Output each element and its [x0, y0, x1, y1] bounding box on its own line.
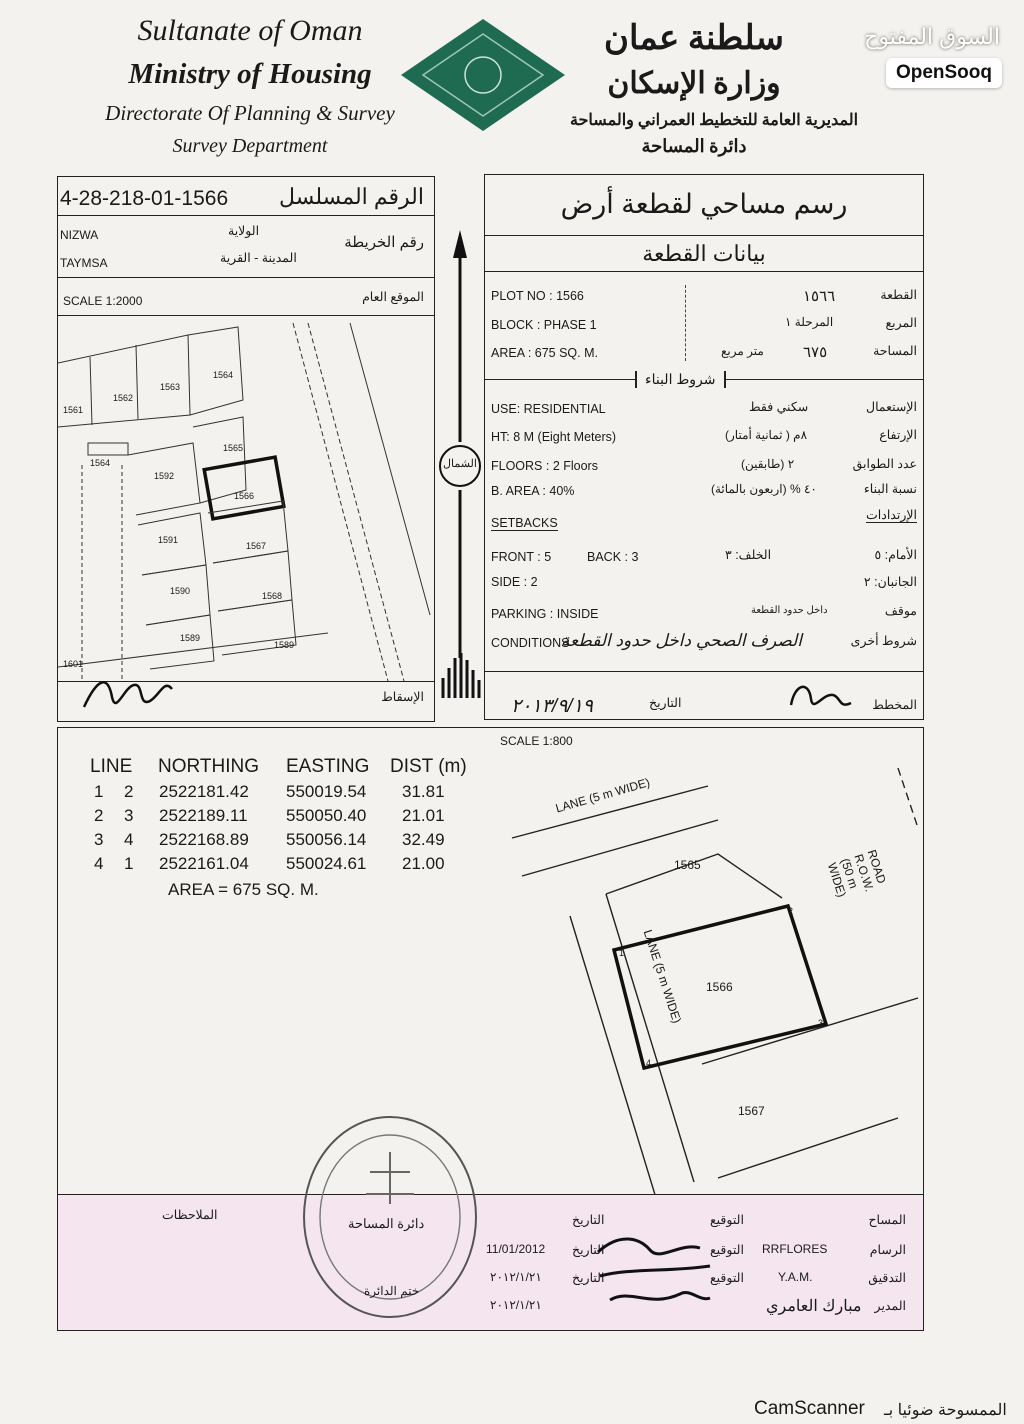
footer-sign-label: التوقيع	[710, 1213, 744, 1227]
checker-date-label: التاريخ	[572, 1271, 605, 1285]
height-ar-value: ٨م ( ثمانية أمتار)	[725, 428, 808, 442]
north-arrow-icon	[435, 228, 485, 714]
detail-plot-top: 1565	[674, 858, 701, 872]
plot-label: 1591	[158, 535, 179, 545]
header-country-en: Sultanate of Oman	[137, 14, 363, 47]
floors-ar-label: عدد الطوابق	[852, 457, 917, 471]
stamp-text: دائرة المساحة	[348, 1216, 425, 1231]
distance: 31.81	[402, 782, 445, 801]
height-ar-label: الإرتفاع	[879, 428, 917, 442]
line-to: 2	[124, 782, 134, 801]
northing: 2522161.04	[159, 854, 249, 873]
side-ar: الجانبان: ٢	[863, 575, 917, 589]
town-label: المدينة - القرية	[220, 251, 297, 265]
northing: 2522189.11	[159, 806, 248, 825]
easting: 550056.14	[286, 830, 367, 849]
checker-label: التدقيق	[868, 1271, 906, 1285]
easting: 550050.40	[286, 806, 367, 825]
header-ministry-en: Ministry of Housing	[128, 58, 372, 90]
drawing-date: ٢٠١٣/٩/١٩	[511, 696, 593, 717]
left-info-panel	[57, 176, 435, 722]
area-en: AREA : 675 SQ. M.	[491, 346, 598, 360]
plot-label: 1561	[63, 405, 84, 415]
setbacks-en: SETBACKS	[491, 516, 558, 530]
detail-plot-bottom: 1567	[738, 1104, 765, 1118]
plot-label: 1565	[223, 443, 244, 453]
col-line: LINE	[90, 756, 133, 777]
draftsman-date-label: التاريخ	[572, 1243, 605, 1257]
wilayat-label: الولاية	[228, 224, 260, 238]
header-department-ar: دائرة المساحة	[641, 136, 747, 156]
plot-label: 1567	[246, 541, 267, 551]
line-to: 1	[124, 854, 134, 873]
floors-en: FLOORS : 2 Floors	[491, 459, 598, 473]
side-en: SIDE : 2	[491, 575, 538, 589]
director-date: ٢٠١٢/١/٢١	[490, 1298, 542, 1312]
plot-label: 1562	[113, 393, 134, 403]
surveyor-label: المساح	[868, 1213, 906, 1227]
planner-label: المخطط	[872, 698, 917, 712]
remarks-label: الملاحظات	[162, 1208, 218, 1222]
line-from: 1	[94, 782, 104, 801]
road-label: ROAD R.O.W. (50 m WIDE)	[824, 848, 889, 899]
panel-subtitle: بيانات القطعة	[642, 241, 766, 266]
lane-left-label: LANE (5 m WIDE)	[640, 928, 685, 1025]
use-ar-value: سكني فقط	[749, 400, 809, 414]
signature-left	[78, 667, 178, 721]
setbacks-ar: الإرتدادات	[866, 508, 917, 522]
use-en: USE: RESIDENTIAL	[491, 402, 606, 416]
north-label: الشمال	[443, 458, 477, 470]
plot-label: 1589	[180, 633, 201, 643]
corner-4: 4	[646, 1058, 652, 1068]
conditions-ar-value: الصرف الصحي داخل حدود القطعة	[561, 631, 802, 650]
easting: 550019.54	[286, 782, 367, 801]
corner-2: 2	[788, 906, 794, 916]
distance: 32.49	[402, 830, 445, 849]
col-easting: EASTING	[286, 756, 370, 777]
block-ar-value: المرحلة ١	[785, 315, 834, 329]
building-area-en: B. AREA : 40%	[491, 484, 575, 498]
director-label: المدير	[874, 1299, 906, 1313]
location-label: الموقع العام	[362, 290, 424, 304]
area-ar-label: المساحة	[873, 344, 917, 358]
town-value: TAYMSA	[60, 256, 108, 270]
col-dist: DIST (m)	[390, 756, 467, 777]
parking-ar-label: موقف	[884, 604, 917, 618]
footer-signature	[590, 1228, 720, 1318]
conditions-en: CONDITIONS	[491, 636, 570, 650]
line-to: 3	[124, 806, 134, 825]
plot-label: 1601	[63, 659, 84, 669]
back-ar: الخلف: ٣	[725, 548, 772, 562]
watermark-arabic: السوق المفتوح	[864, 24, 1000, 49]
block-en: BLOCK : PHASE 1	[491, 318, 597, 332]
floors-ar-value: ٢ (طابقين)	[741, 457, 795, 471]
plot-label: 1563	[160, 382, 181, 392]
back-en: BACK : 3	[587, 550, 639, 564]
header-directorate-en: Directorate Of Planning & Survey	[105, 101, 395, 125]
line-from: 3	[94, 830, 104, 849]
opensooq-logo: OpenSooq	[886, 58, 1002, 88]
wilayat-value: NIZWA	[60, 228, 99, 242]
block-ar-label: المربع	[885, 316, 917, 330]
checker-sign-label: التوقيع	[710, 1271, 744, 1285]
drawing-date-label: التاريخ	[649, 696, 682, 710]
planner-signature	[781, 675, 861, 719]
plot-label: 1564	[213, 370, 234, 380]
building-area-ar-value: ٤٠ % (اربعون بالمائة)	[711, 482, 817, 496]
director-name: مبارك العامري	[766, 1298, 862, 1315]
plot-info-panel	[484, 174, 924, 720]
map-number-label: رقم الخريطة	[344, 234, 424, 251]
draftsman-name: RRFLORES	[762, 1242, 828, 1256]
col-northing: NORTHING	[158, 756, 259, 777]
detail-plot-main: 1566	[706, 980, 733, 994]
plot-label: 1568	[262, 591, 283, 601]
survey-drawing-area	[57, 727, 924, 1331]
plot-no-ar-value: ١٥٦٦	[803, 288, 836, 305]
area-ar-unit: متر مربع	[721, 344, 764, 358]
draftsman-date: 11/01/2012	[486, 1242, 546, 1256]
front-en: FRONT : 5	[491, 550, 552, 564]
lane-top-label: LANE (5 m WIDE)	[554, 775, 652, 816]
scan-footer-arabic: الممسوحة ضوئيا بـ	[884, 1402, 1007, 1419]
plot-label: 1592	[154, 471, 175, 481]
projection-label: الإسقاط	[381, 690, 424, 704]
plot-label-selected: 1566	[234, 491, 255, 501]
scan-footer-app: CamScanner	[754, 1398, 865, 1419]
header-country-ar: سلطنة عمان	[604, 20, 784, 57]
front-ar: الأمام: ٥	[874, 548, 917, 562]
line-from: 2	[94, 806, 104, 825]
header-ministry-ar: وزارة الإسكان	[607, 67, 781, 100]
northing: 2522181.42	[159, 782, 249, 801]
header-department-en: Survey Department	[172, 135, 328, 157]
footer-date-label: التاريخ	[572, 1213, 605, 1227]
plot-label: 1564	[90, 458, 111, 468]
total-area: AREA = 675 SQ. M.	[168, 880, 319, 899]
distance: 21.01	[402, 806, 445, 825]
area-ar-value: ٦٧٥	[803, 344, 828, 361]
stamp-bottom-text: ختم الدائرة	[364, 1284, 420, 1298]
line-from: 4	[94, 854, 104, 873]
use-ar-label: الإستعمال	[866, 400, 917, 414]
draftsman-label: الرسام	[869, 1243, 906, 1257]
building-conditions-text: شروط البناء	[645, 371, 716, 387]
distance: 21.00	[402, 854, 445, 873]
easting: 550024.61	[286, 854, 367, 873]
checker-date: ٢٠١٢/١/٢١	[490, 1270, 542, 1284]
draftsman-sign-label: التوقيع	[710, 1243, 744, 1257]
parking-en: PARKING : INSIDE	[491, 607, 599, 621]
corner-1: 1	[619, 948, 625, 958]
plot-no-ar-label: القطعة	[880, 288, 917, 302]
panel-title: رسم مساحي لقطعة أرض	[560, 189, 848, 219]
line-to: 4	[124, 830, 134, 849]
parking-ar-value: داخل حدود القطعة	[751, 605, 828, 616]
plot-label: 1590	[170, 586, 191, 596]
height-en: HT: 8 M (Eight Meters)	[491, 430, 617, 444]
checker-name: Y.A.M.	[778, 1270, 813, 1284]
header-directorate-ar: المديرية العامة للتخطيط العمراني والمساحة	[569, 112, 859, 129]
conditions-ar-label: شروط أخرى	[850, 634, 917, 648]
plot-no-en: PLOT NO : 1566	[491, 289, 584, 303]
location-scale: SCALE 1:2000	[63, 294, 143, 308]
detail-scale: SCALE 1:800	[500, 734, 573, 748]
corner-3: 3	[818, 1018, 824, 1028]
plot-label: 1589	[274, 640, 295, 650]
building-conditions-label	[635, 371, 726, 388]
serial-number: 4-28-218-01-1566	[60, 187, 229, 210]
northing: 2522168.89	[159, 830, 249, 849]
building-area-ar-label: نسبة البناء	[863, 482, 917, 496]
ministry-logo	[398, 16, 568, 134]
serial-label: الرقم المسلسل	[279, 184, 424, 209]
